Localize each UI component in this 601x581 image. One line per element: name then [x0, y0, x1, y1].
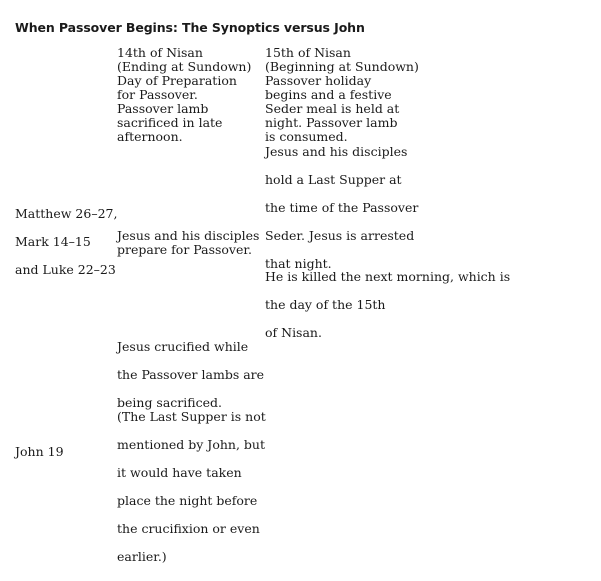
row-label-line: and Luke 22–23 — [15, 262, 116, 277]
header-line: afternoon. — [117, 129, 183, 144]
synoptics-15th-cell-a — [265, 138, 418, 271]
header-line: 14th of Nisan — [117, 45, 203, 60]
cell-line: being sacrificed. — [117, 395, 222, 410]
header-line: Seder meal is held at — [265, 101, 400, 116]
cell-line: it would have taken — [117, 465, 242, 480]
cell-line: Jesus and his disciples — [265, 144, 408, 159]
cell-line: prepare for Passover. — [117, 242, 252, 257]
cell-line: He is killed the next morning, which is — [265, 269, 511, 284]
header-line: night. Passover lamb — [265, 115, 398, 130]
cell-line: the time of the Passover — [265, 200, 419, 215]
cell-line: Jesus crucified while — [117, 339, 249, 354]
cell-line: (The Last Supper is not — [117, 409, 266, 424]
header-14th-nisan — [117, 46, 251, 144]
header-15th-nisan — [265, 46, 419, 144]
john-label: John 19 — [15, 444, 64, 459]
row-label-line: Mark 14–15 — [15, 234, 91, 249]
table-title: When Passover Begins: The Synoptics versus John — [15, 20, 365, 35]
header-line: (Beginning at Sundown) — [265, 59, 419, 74]
row-label-line: Matthew 26–27, — [15, 206, 118, 221]
cell-line: the Passover lambs are — [117, 367, 265, 382]
synoptics-label — [15, 200, 117, 284]
cell-line: hold a Last Supper at — [265, 172, 402, 187]
synoptics-14th-cell — [117, 229, 259, 257]
cell-line: place the night before — [117, 493, 258, 508]
cell-line: earlier.) — [117, 549, 167, 564]
header-line: sacrificed in late — [117, 115, 223, 130]
cell-line: the day of the 15th — [265, 297, 386, 312]
header-line: for Passover. — [117, 87, 198, 102]
cell-line: that night. — [265, 256, 332, 271]
header-line: Passover holiday — [265, 73, 372, 88]
cell-line: mentioned by John, but — [117, 437, 265, 452]
synoptics-15th-cell-b — [265, 263, 510, 347]
header-line: 15th of Nisan — [265, 45, 351, 60]
header-line: begins and a festive — [265, 87, 392, 102]
john-14th-cell-b — [117, 403, 266, 571]
header-line: Day of Preparation — [117, 73, 237, 88]
header-line: Passover lamb — [117, 101, 209, 116]
cell-line: Jesus and his disciples — [117, 228, 260, 243]
header-line: is consumed. — [265, 129, 348, 144]
cell-line: Seder. Jesus is arrested — [265, 228, 415, 243]
header-line: (Ending at Sundown) — [117, 59, 252, 74]
cell-line: of Nisan. — [265, 325, 322, 340]
cell-line: the crucifixion or even — [117, 521, 260, 536]
